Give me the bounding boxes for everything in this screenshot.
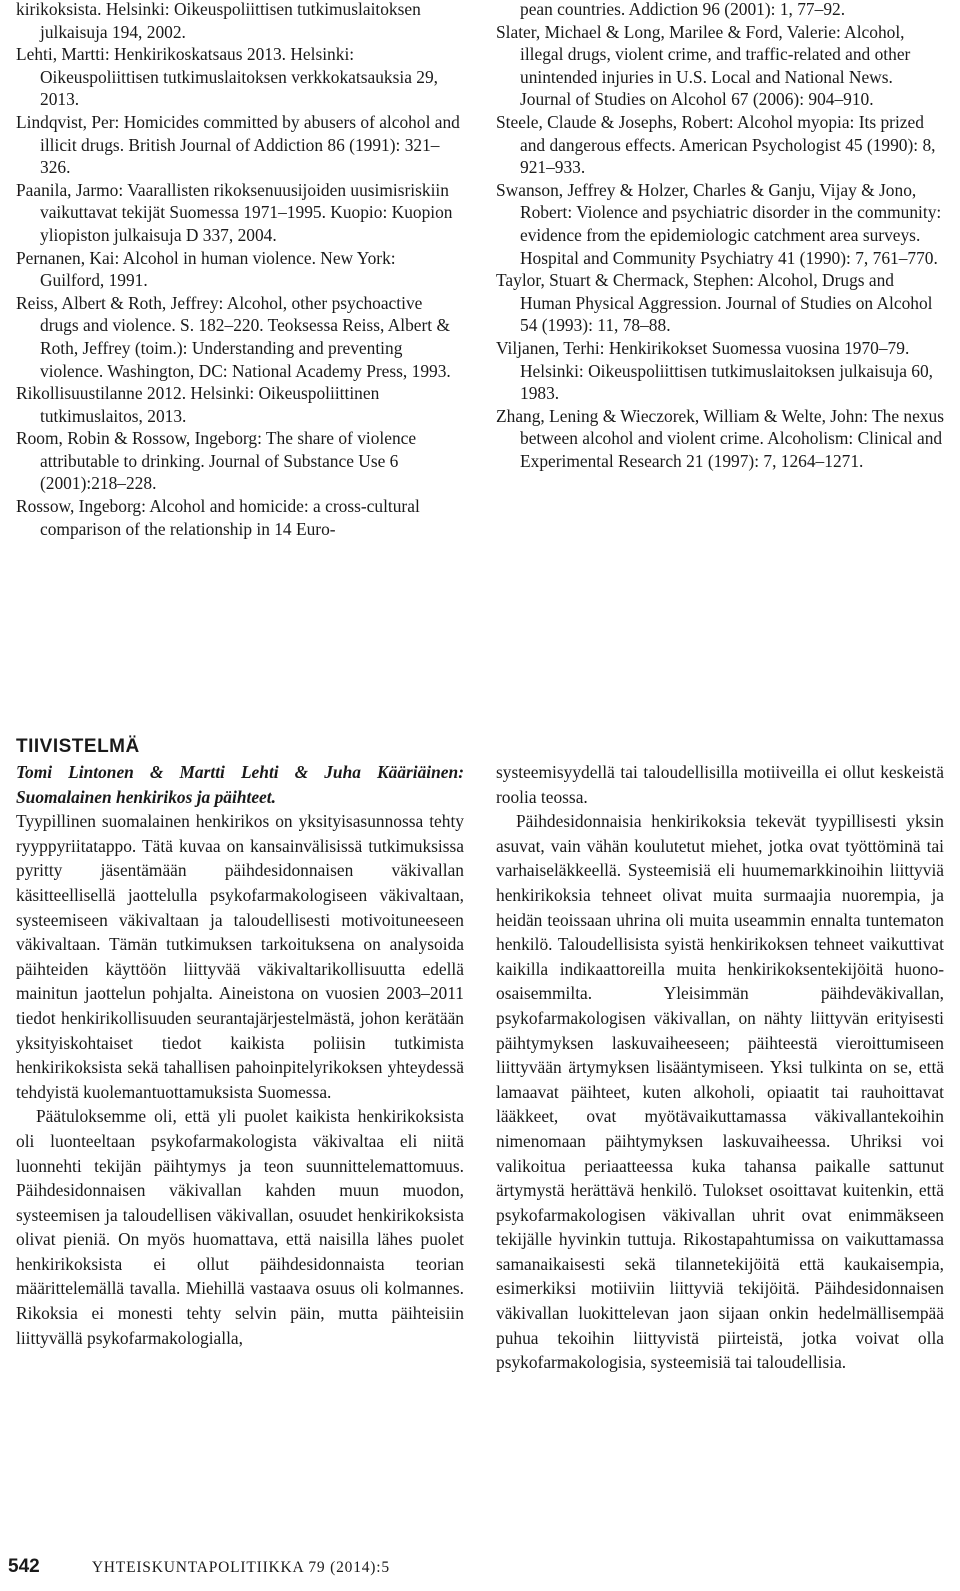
references-left-column — [16, 0, 464, 540]
page-number: 542 — [8, 1556, 40, 1577]
reference-entry: Steele, Claude & Josephs, Robert: Alcohol myopia: Its prized and dangerous effects. American Psychologist 45 (1990): 8, 921–933. — [496, 111, 936, 178]
abstract-right-column — [496, 760, 944, 1375]
abstract-paragraph: Päätuloksemme oli, että yli puolet kaikista henkirikoksista oli luonteeltaan psykofarmakologista väkivaltaa eli niitä luonnehti tekijän päihtymys ja teon suunnittelemattomuus. Päihdesidonnaisen väkivallan kahden muun muodon, systeemisen ja taloudellisen väkivallan, osuudet henkirikoksista olivat pieniä. On myös huomattava, että naisilla lähes puolet henkirikoksista ei ollut päihdesidonnaista teorian määrittelemällä tavalla. Miehillä vastaava osuus oli kolmannes. Rikoksia ei monesti tehty selvin päin, mutta päihteisiin liittyvällä psykofarmakologialla, — [16, 1106, 464, 1348]
abstract-paragraph — [16, 760, 464, 1104]
references-right-column — [496, 0, 944, 472]
reference-entry-continued: pean countries. Addiction 96 (2001): 1, 77–92. — [520, 0, 846, 19]
reference-entry: Viljanen, Terhi: Henkirikokset Suomessa vuosina 1970–79. Helsinki: Oikeuspoliittisen tutkimuslaitoksen julkaisuja 60, 1983. — [496, 337, 934, 404]
page-footer — [8, 1556, 390, 1578]
reference-entry: Swanson, Jeffrey & Holzer, Charles & Ganju, Vijay & Jono, Robert: Violence and psychiatric disorder in the community: evidence from the epidemiologic catchment area surveys. Hospital and Community Psychiatry 41 (1990): 7, 761–770. — [496, 179, 942, 268]
reference-entry: Room, Robin & Rossow, Ingeborg: The share of violence attributable to drinking. Journal of Substance Use 6 (2001):218–228. — [16, 428, 417, 494]
reference-entry: Zhang, Lening & Wieczorek, William & Welte, John: The nexus between alcohol and violent crime. Alcoholism: Clinical and Experimental Research 21 (1997): 7, 1264–1271. — [496, 405, 944, 471]
reference-entry: Reiss, Albert & Roth, Jeffrey: Alcohol, other psychoactive drugs and violence. S. 182–220. Teoksessa Reiss, Albert & Roth, Jeffrey (toim.): Understanding and preventing violence. Washington, DC: National Academy Press, 1993. — [16, 292, 451, 381]
journal-name: YHTEISKUNTAPOLITIIKKA 79 (2014):5 — [91, 1559, 390, 1576]
reference-entry: kirikoksista. Helsinki: Oikeuspoliittisen tutkimuslaitoksen julkaisuja 194, 2002. — [16, 0, 421, 42]
abstract-heading: TIIVISTELMÄ — [16, 736, 140, 757]
abstract-left-column — [16, 760, 464, 1350]
reference-entry: Lehti, Martti: Henkirikoskatsaus 2013. Helsinki: Oikeuspoliittisen tutkimuslaitoksen verkkokatsauksia 29, 2013. — [16, 44, 439, 110]
reference-entry: Paanila, Jarmo: Vaarallisten rikoksenuusijoiden uusimisriskiin vaikuttavat tekijät Suomessa 1971–1995. Kuopio: Kuopion yliopiston julkaisuja D 337, 2004. — [16, 179, 453, 245]
reference-entry: Lindqvist, Per: Homicides committed by abusers of alcohol and illicit drugs. British Journal of Addiction 86 (1991): 321–326. — [16, 111, 460, 178]
abstract-paragraph: Päihdesidonnaisia henkirikoksia tekevät tyypillisesti yksin asuvat, vain vähän koulutetut miehet, jotka ovat työttöminä tai varhaiseläkkeellä. Systeemisiä eli huumemarkkinoihin liittyviä henkirikoksia tehneet olivat muita surmaajia nuorempia, ja heidän teoissaan uhrina oli muita useammin ennalta tuntematon henkilö. Taloudellisista syistä henkirikoksen tehneet vaikuttivat kaikilla indikaattoreilla muita henkirikoksentekijöitä huono-osaisemmilta. Yleisimmän päihdeväkivallan, psykofarmakologisen väkivallan, on nähty liittyvän erityisesti päihtymyksen laskuvaiheeseen; päihteestä vieroittumiseen liittyvään ärtymyksen lisääntymiseen. Yksi tulkinta on se, että lamaavat päihteet, kuten alkoholi, opiaatit tai rauhoittavat lääkkeet, ovat myötävaikuttamassa väkivallantekoihin nimenomaan päihtymyksen laskuvaiheessa. Uhriksi voi valikoitua periaatteessa kuka tahansa paikalle sattunut ärtymystä herättävä henkilö. Tulokset osoittavat kuitenkin, että psykofarmakologisen väkivallan uhrit ovat enimmäkseen tekijälle hyvinkin tuttuja. Rikostapahtumissa on vaikuttamassa samanaikaisesti sekä tilannetekijöitä että kaukaisempia, esimerkiksi motiiviin liittyviä tekijöitä. Päihdesidonnaisen väkivallan luokittelevan jaon sijaan onkin hedelmällisempää puhua tekoihin liittyvistä piirteistä, jotka voivat olla psykofarmakologisia, systeemisiä tai taloudellisia. — [496, 811, 944, 1373]
reference-entry: Taylor, Stuart & Chermack, Stephen: Alcohol, Drugs and Human Physical Aggression. Journal of Studies on Alcohol 54 (1993): 11, 78–88. — [496, 270, 933, 336]
reference-entry: Rikollisuustilanne 2012. Helsinki: Oikeuspoliittinen tutkimuslaitos, 2013. — [16, 383, 380, 426]
reference-entry: Pernanen, Kai: Alcohol in human violence. New York: Guilford, 1991. — [16, 247, 396, 291]
abstract-text: Tyypillinen suomalainen henkirikos on yksityisasunnossa tehty ryyppyriitatappo. Tätä kuvaa on kansainvälisissä tutkimuksissa pyritty jäsentämään päihdesidonnaisen väkivallan käsitteellisellä jaottelulla psykofarmakologiseen väkivaltaan, systeemiseen väkivaltaan ja taloudellisesti motivoituneeseen väkivaltaan. Tämän tutkimuksen tarkoituksena on analysoida päihteiden käyttöön liittyvää väkivaltarikollisuutta edellä mainitun jaottelun pohjalta. Aineistona on vuosien 2003–2011 tiedot henkirikollisuuden seurantajärjestelmästä, johon kerätään yksityiskohtaiset tiedot kaikista poliisin tutkimista henkirikoksista sekä tahallisen pahoinpitelyrikoksen yhteydessä tehdyistä kuolemantuottamuksista Suomessa. — [16, 811, 464, 1102]
abstract-byline: Tomi Lintonen & Martti Lehti & Juha Kääriäinen: Suomalainen henkirikos ja päihteet. — [16, 762, 464, 807]
reference-entry: Rossow, Ingeborg: Alcohol and homicide: a cross-cultural comparison of the relationship in 14 Euro- — [16, 496, 420, 539]
reference-entry: Slater, Michael & Long, Marilee & Ford, Valerie: Alcohol, illegal drugs, violent crime, and traffic-related and other unintended injuries in U.S. Local and National News. Journal of Studies on Alcohol 67 (2006): 904–910. — [496, 21, 911, 110]
abstract-paragraph: systeemisyydellä tai taloudellisilla motiiveilla ei ollut keskeistä roolia teossa. — [496, 762, 944, 807]
